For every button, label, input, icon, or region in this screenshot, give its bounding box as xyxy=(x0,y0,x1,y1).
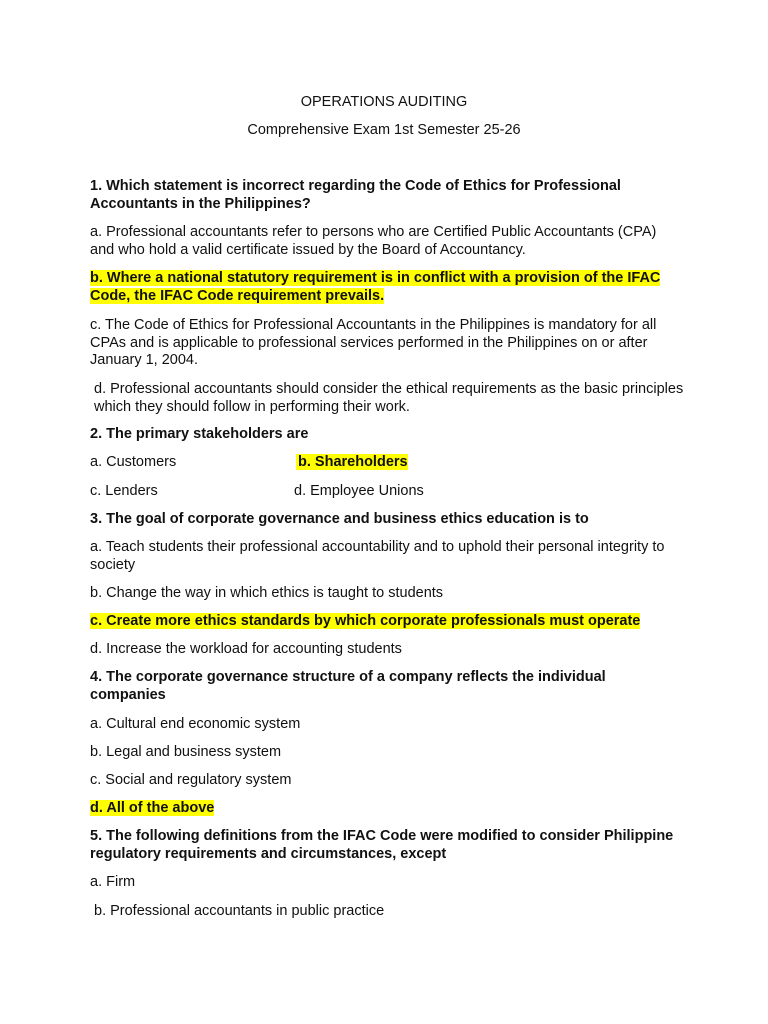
question-1-stem: 1. Which statement is incorrect regarding the Code of Ethics for Professional Accountants in the Philippines? xyxy=(90,178,621,212)
question-2-stem: 2. The primary stakeholders are xyxy=(90,426,309,442)
question-1-option-c: c. The Code of Ethics for Professional Accountants in the Philippines is mandatory for all CPAs and is applicable to professional services performed in the Philippines on or after January 1, 2004. xyxy=(90,317,657,368)
question-4-stem: 4. The corporate governance structure of a company reflects the individual companies xyxy=(90,669,606,703)
document-subtitle: Comprehensive Exam 1st Semester 25-26 xyxy=(247,122,521,138)
question-3-stem: 3. The goal of corporate governance and business ethics education is to xyxy=(90,511,589,527)
question-1-option-a: a. Professional accountants refer to persons who are Certified Public Accountants (CPA) and who hold a valid certificate issued by the Board of Accountancy. xyxy=(90,224,657,258)
question-2-option-c: c. Lenders xyxy=(90,483,158,499)
question-1-option-d: d. Professional accountants should consider the ethical requirements as the basic principles which they should follow in performing their work. xyxy=(94,381,684,415)
question-3-option-c-answer xyxy=(90,613,680,631)
answer-highlight: c. Create more ethics standards by which corporate professionals must operate xyxy=(90,613,641,629)
question-5-stem: 5. The following definitions from the IFAC Code were modified to consider Philippine regulatory requirements and circumstances, except xyxy=(90,828,674,862)
answer-highlight: d. All of the above xyxy=(90,800,215,816)
question-4-option-a: a. Cultural end economic system xyxy=(90,716,301,732)
question-2-option-a: a. Customers xyxy=(90,454,177,470)
answer-highlight: b. Shareholders xyxy=(298,454,408,470)
question-3-option-d: d. Increase the workload for accounting students xyxy=(90,641,402,657)
document-title: OPERATIONS AUDITING xyxy=(300,94,468,110)
question-1-option-b-answer xyxy=(90,270,680,305)
question-4-option-b: b. Legal and business system xyxy=(90,744,282,760)
question-2-option-b-answer xyxy=(296,454,408,472)
question-5-option-a: a. Firm xyxy=(90,874,136,890)
question-2-option-d: d. Employee Unions xyxy=(294,483,424,499)
question-5-option-b: b. Professional accountants in public practice xyxy=(94,903,385,919)
question-4-option-d-answer xyxy=(90,800,680,818)
question-3-option-b: b. Change the way in which ethics is taught to students xyxy=(90,585,444,601)
question-3-option-a: a. Teach students their professional accountability and to uphold their personal integrity to society xyxy=(90,539,665,573)
question-4-option-c: c. Social and regulatory system xyxy=(90,772,292,788)
answer-highlight: b. Where a national statutory requirement is in conflict with a provision of the IFAC Code, the IFAC Code requirement prevails. xyxy=(90,270,661,304)
